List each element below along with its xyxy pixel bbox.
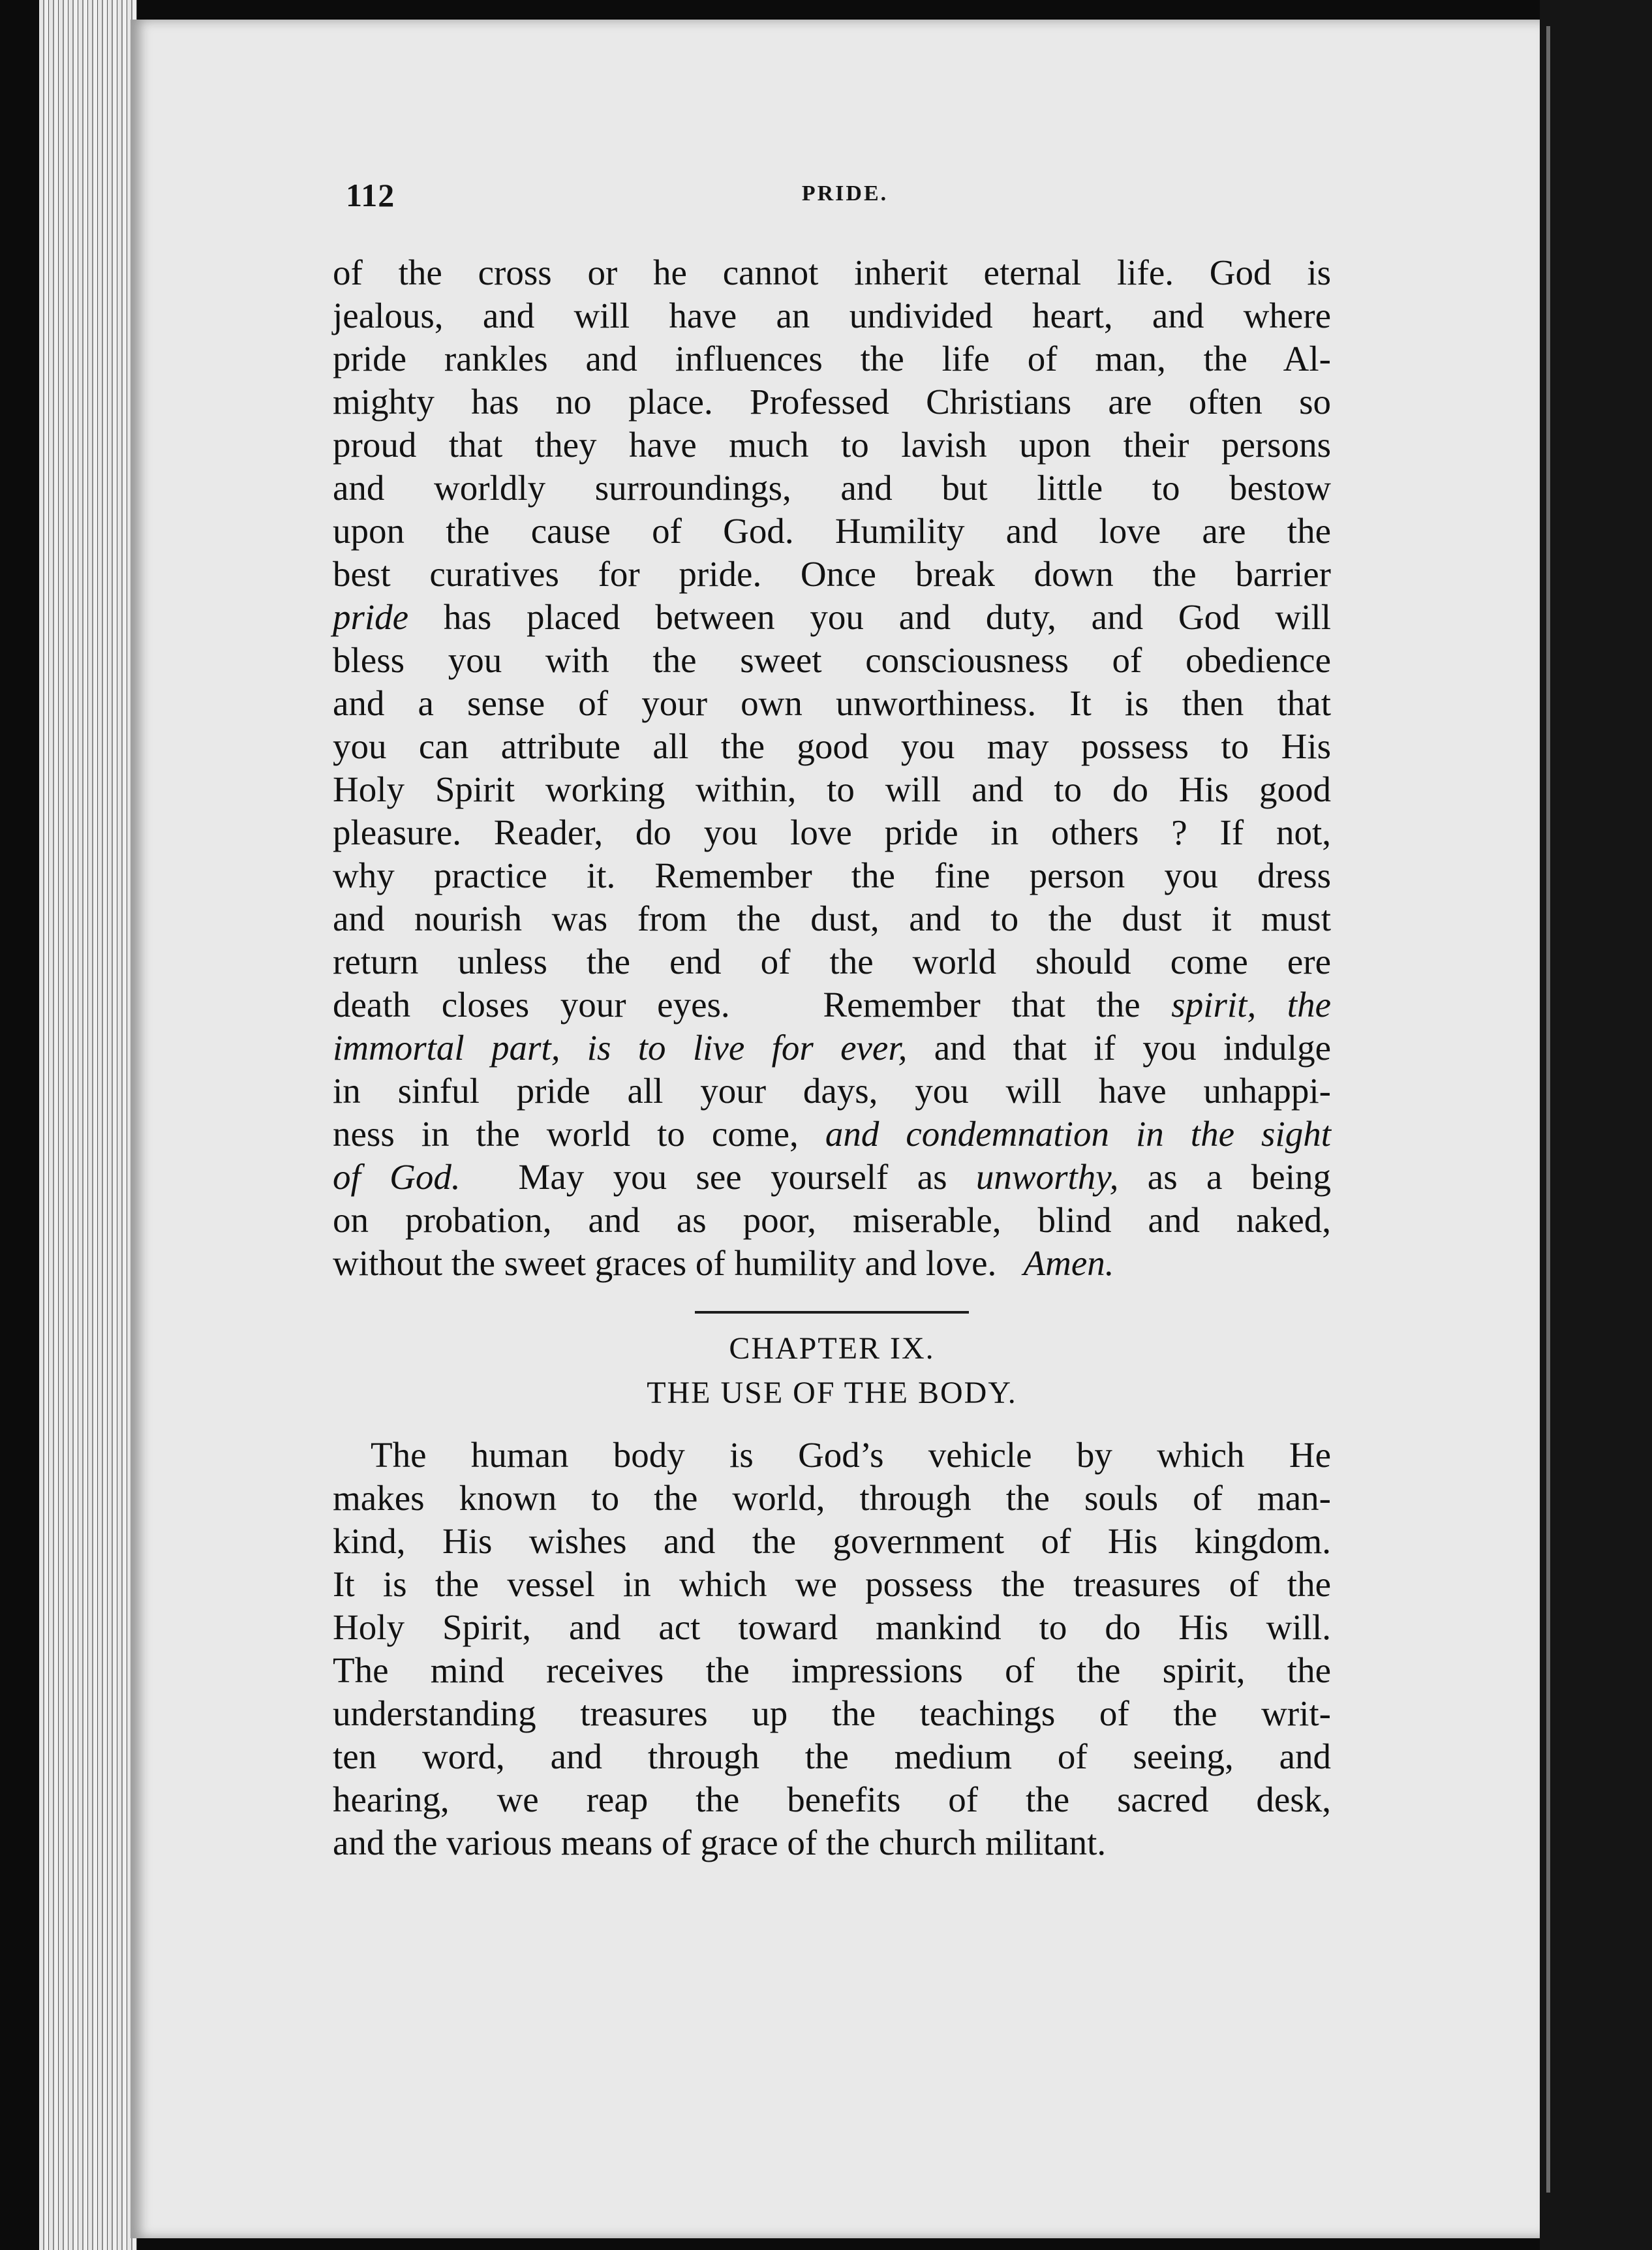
text-line (333, 1242, 1331, 1285)
text-line: Holy Spirit, and act toward mankind to do His will. (333, 1607, 1331, 1647)
text-line: ten word, and through the medium of seeing, and (333, 1736, 1331, 1776)
italic-run: and condemnation in the sight (825, 1114, 1331, 1154)
text-line: upon the cause of God. Humility and love are the (333, 511, 1331, 551)
text-run: has placed between you and duty, and God will (408, 597, 1331, 637)
italic-run: Amen. (1023, 1243, 1114, 1283)
text-line: and a sense of your own unworthiness. It is then that (333, 683, 1331, 723)
text-line: kind, His wishes and the government of His kingdom. (333, 1521, 1331, 1561)
text-line: The human body is God’s vehicle by which He (371, 1435, 1331, 1475)
chapter-title: THE USE OF THE BODY. (647, 1376, 1017, 1410)
text-line: makes known to the world, through the souls of man- (333, 1478, 1331, 1518)
text-line: pride rankles and influences the life of man, the Al- (333, 339, 1331, 378)
text-line (333, 1026, 1331, 1070)
text-run: death closes your eyes. Remember that the (333, 985, 1172, 1025)
page-body (333, 251, 1331, 1864)
binding-edge (1546, 26, 1550, 2193)
text-run: as a being (1118, 1157, 1331, 1197)
text-line (333, 983, 1331, 1026)
text-line: and nourish was from the dust, and to the dust it must (333, 899, 1331, 938)
italic-run: immortal part, is to live for ever, (333, 1028, 908, 1068)
text-line: pleasure. Reader, do you love pride in others ? If not, (333, 812, 1331, 852)
text-line: bless you with the sweet consciousness of obedience (333, 640, 1331, 680)
text-line: proud that they have much to lavish upon their persons (333, 425, 1331, 465)
text-line: understanding treasures up the teachings of the writ- (333, 1693, 1331, 1733)
book-binding (1540, 0, 1652, 2250)
text-run: and that if you indulge (907, 1028, 1331, 1068)
text-line (333, 1156, 1331, 1199)
text-run: without the sweet graces of humility and love. (333, 1243, 1024, 1283)
text-line (333, 1113, 1331, 1156)
chapter-heading: CHAPTER IX. (729, 1331, 935, 1366)
text-line: on probation, and as poor, miserable, blind and naked, (333, 1200, 1331, 1240)
text-line: of the cross or he cannot inherit eternal life. God is (333, 253, 1331, 292)
text-line: jealous, and will have an undivided heart, and where (333, 296, 1331, 335)
text-run: May you see yourself as (460, 1157, 976, 1197)
paragraph-use-of-body (333, 1434, 1331, 1864)
italic-run: unworthy, (975, 1157, 1119, 1197)
section-divider (695, 1311, 969, 1314)
text-line: best curatives for pride. Once break down the barrier (333, 554, 1331, 594)
text-line: It is the vessel in which we possess the treasures of the (333, 1564, 1331, 1604)
text-run: ness in the world to come, (333, 1114, 825, 1154)
text-line: you can attribute all the good you may possess to His (333, 726, 1331, 766)
text-line: why practice it. Remember the fine person you dress (333, 855, 1331, 895)
text-line (333, 596, 1331, 639)
running-head: PRIDE. (801, 181, 889, 206)
text-line: hearing, we reap the benefits of the sacred desk, (333, 1780, 1331, 1819)
text-line: mighty has no place. Professed Christians are often so (333, 382, 1331, 422)
italic-run: spirit, the (1171, 985, 1332, 1025)
text-line: Holy Spirit working within, to will and to do His good (333, 769, 1331, 809)
text-line: in sinful pride all your days, you will have unhappi- (333, 1071, 1331, 1111)
page-header (346, 176, 1344, 228)
text-line: return unless the end of the world should come ere (333, 942, 1331, 981)
italic-run: of God. (333, 1157, 461, 1197)
text-line: The mind receives the impressions of the spirit, the (333, 1650, 1331, 1690)
italic-run: pride (333, 597, 409, 637)
text-line: and the various means of grace of the church militant. (333, 1823, 1107, 1862)
page-edges (39, 0, 137, 2250)
paragraph-pride-conclusion (333, 251, 1331, 1285)
page-number: 112 (346, 177, 395, 213)
text-line: and worldly surroundings, and but little to bestow (333, 468, 1331, 508)
